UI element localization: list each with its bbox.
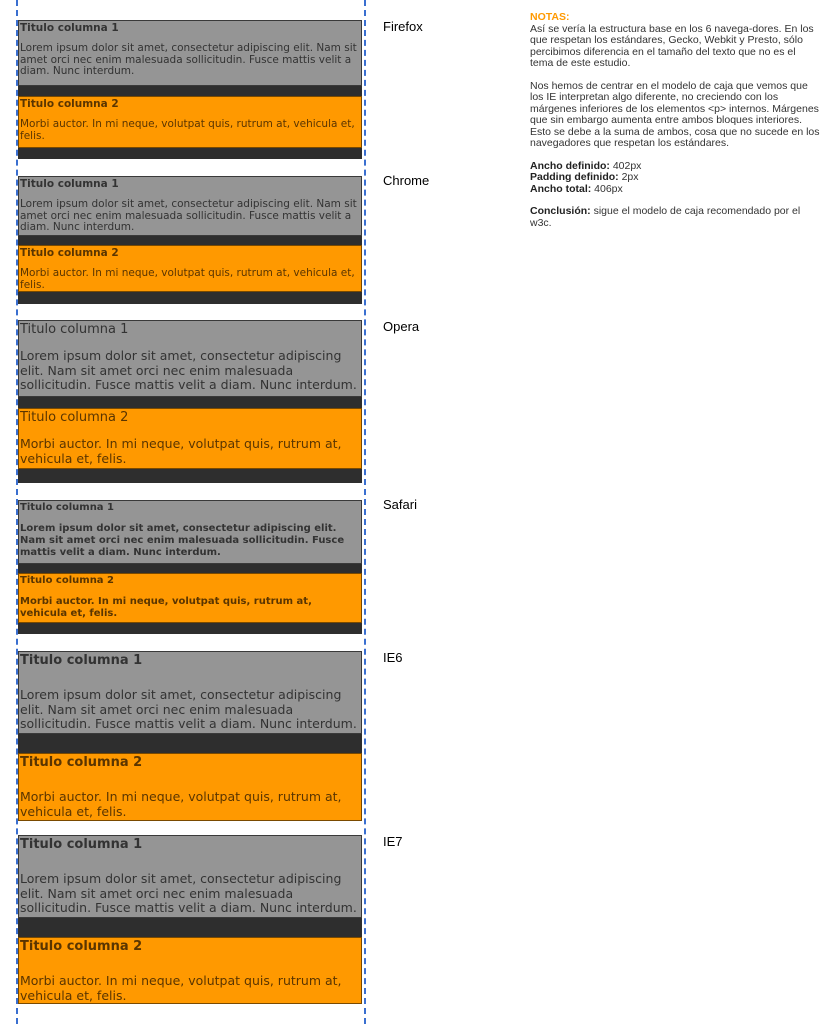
column-2-title: Titulo columna 2 <box>20 755 143 770</box>
column-2-box <box>18 573 362 623</box>
column-1-title: Titulo columna 1 <box>20 837 143 852</box>
browser-label-safari: Safari <box>383 497 417 512</box>
browser-label-ie6: IE6 <box>383 650 403 665</box>
column-2-text: Morbi auctor. In mi neque, volutpat quis, rutrum at, vehicula et, felis. <box>20 596 312 619</box>
column-1-title: Titulo columna 1 <box>20 653 143 668</box>
column-1-text: Lorem ipsum dolor sit amet, consectetur adipiscing elit. Nam sit amet orci nec enim malesuada sollicitudin. Fusce mattis velit a diam. Nunc interdum. <box>20 348 357 392</box>
column-1-title: Titulo columna 1 <box>20 178 119 190</box>
column-1-text: Lorem ipsum dolor sit amet, consectetur adipiscing elit. Nam sit amet orci nec enim malesuada sollicitudin. Fusce mattis velit a diam. Nunc interdum. <box>20 198 357 233</box>
conclusion-value: sigue el modelo de caja recomendado por el w3c. <box>530 205 801 229</box>
browser-label-firefox: Firefox <box>383 19 423 34</box>
padding-definido-label: Padding definido: <box>530 171 619 183</box>
column-2-title: Titulo columna 2 <box>20 410 129 425</box>
notes-paragraph-2: Nos hemos de centrar en el modelo de caja que vemos que los IE interpretan algo diferente, no creciendo con los márgenes inferiores de los elementos <p> internos. Márgenes que sin embargo aumenta entre ambos bloques interiores. Esto se debe a la suma de ambos, cosa que no sucede en los navegadores que respetan los estándares. <box>530 79 820 149</box>
column-1-text: Lorem ipsum dolor sit amet, consectetur adipiscing elit. Nam sit amet orci nec enim malesuada sollicitudin. Fusce mattis velit a diam. Nunc interdum. <box>20 523 345 558</box>
sample-firefox <box>18 20 362 159</box>
column-1-box <box>18 500 362 564</box>
column-1-text: Lorem ipsum dolor sit amet, consectetur adipiscing elit. Nam sit amet orci nec enim malesuada sollicitudin. Fusce mattis velit a diam. Nunc interdum. <box>20 687 357 731</box>
column-1-title: Titulo columna 1 <box>20 502 114 513</box>
column-2-box <box>18 753 362 821</box>
column-2-text: Morbi auctor. In mi neque, volutpat quis, rutrum at, vehicula et, felis. <box>20 267 355 291</box>
column-2-title: Titulo columna 2 <box>20 98 119 110</box>
column-1-box <box>18 20 362 86</box>
notes-paragraph-1: Así se vería la estructura base en los 6 navega-dores. En los que respetan los estándares, Gecko, Webkit y Presto, sólo percibimos diferencia en el tamaño del texto que no es el tema de este estudio. <box>530 22 814 69</box>
column-1-box <box>18 651 362 734</box>
column-1-box <box>18 835 362 918</box>
column-2-title: Titulo columna 2 <box>20 575 114 586</box>
column-2-title: Titulo columna 2 <box>20 939 143 954</box>
column-2-box <box>18 96 362 148</box>
sample-ie6 <box>18 651 362 821</box>
column-2-title: Titulo columna 2 <box>20 247 119 259</box>
ancho-definido-label: Ancho definido: <box>530 159 610 172</box>
notes-conclusion <box>530 206 820 229</box>
column-1-title: Titulo columna 1 <box>20 22 119 34</box>
column-2-text: Morbi auctor. In mi neque, volutpat quis, rutrum at, vehicula et, felis. <box>20 436 342 466</box>
column-2-box <box>18 408 362 469</box>
notes-title: NOTAS: <box>530 11 570 23</box>
column-2-text: Morbi auctor. In mi neque, volutpat quis, rutrum at, vehicula et, felis. <box>20 118 355 142</box>
conclusion-label: Conclusión: <box>530 205 591 217</box>
sample-chrome <box>18 176 362 304</box>
ancho-definido-value: 402px <box>609 159 642 172</box>
ancho-total-value: 406px <box>591 182 623 195</box>
column-2-text: Morbi auctor. In mi neque, volutpat quis, rutrum at, vehicula et, felis. <box>20 789 342 819</box>
column-2-text: Morbi auctor. In mi neque, volutpat quis, rutrum at, vehicula et, felis. <box>20 973 342 1003</box>
column-2-box <box>18 245 362 292</box>
browser-label-ie7: IE7 <box>383 834 403 849</box>
column-1-text: Lorem ipsum dolor sit amet, consectetur adipiscing elit. Nam sit amet orci nec enim malesuada sollicitudin. Fusce mattis velit a diam. Nunc interdum. <box>20 871 357 915</box>
column-1-title: Titulo columna 1 <box>20 322 129 337</box>
sample-opera <box>18 320 362 483</box>
browser-label-chrome: Chrome <box>383 173 430 188</box>
column-2-box <box>18 937 362 1004</box>
browser-label-opera: Opera <box>383 319 420 334</box>
notes-panel <box>530 12 820 240</box>
column-1-box <box>18 320 362 397</box>
ancho-total-label: Ancho total: <box>530 182 592 195</box>
notes-measurements <box>530 161 820 196</box>
sample-safari <box>18 500 362 634</box>
column-1-text: Lorem ipsum dolor sit amet, consectetur adipiscing elit. Nam sit amet orci nec enim malesuada sollicitudin. Fusce mattis velit a diam. Nunc interdum. <box>20 42 357 77</box>
column-1-box <box>18 176 362 236</box>
padding-definido-value: 2px <box>618 171 639 183</box>
sample-ie7 <box>18 835 362 1004</box>
